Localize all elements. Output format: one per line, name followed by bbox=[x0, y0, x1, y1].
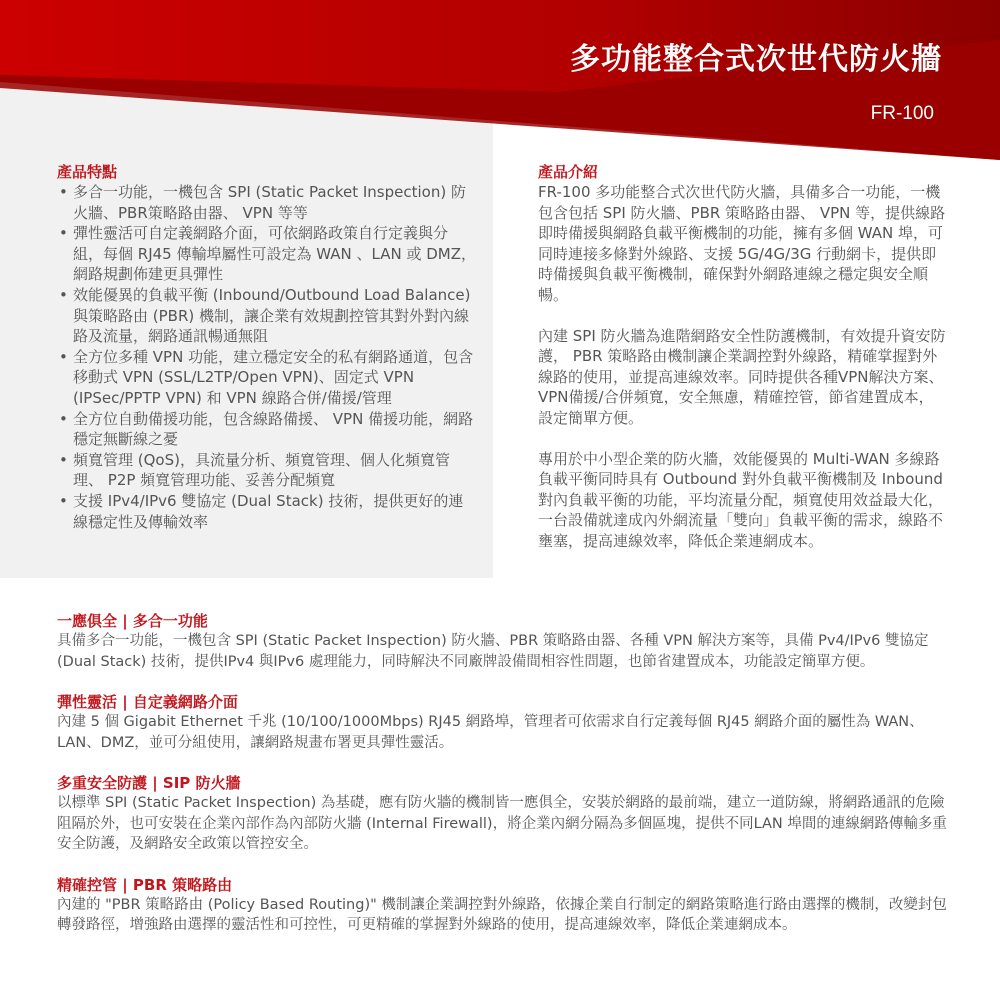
features-list bbox=[57, 182, 477, 532]
feature-item: • 多合一功能，一機包含 SPI (Static Packet Inspection) 防火牆、PBR策略路由器、 VPN 等等 bbox=[57, 182, 477, 223]
feature-details bbox=[57, 611, 952, 956]
intro-paragraph: 內建 SPI 防火牆為進階網路安全性防護機制，有效提升資安防護， PBR 策略路由機制讓企業調控對外線路，精確掌握對外線路的使用，並提高連線效率。同時提供各種VPN解決方案、VPN備援/合併頻寬，安全無慮，精確控管，節省建置成本，設定簡單方便。 bbox=[538, 326, 946, 427]
section-heading: 一應俱全 | 多合一功能 bbox=[57, 612, 208, 630]
section-body: 內建的 "PBR 策略路由 (Policy Based Routing)" 機制讓企業調控對外線路，依據企業自行制定的網路策略進行路由選擇的機制，改變封包轉發路徑，增強路由選擇的靈活性和可控性，可更精確的掌握對外線路的使用，提高連線效率，降低企業連網成本。 bbox=[57, 896, 947, 933]
feature-item: • 全方位自動備援功能，包含線路備援、 VPN 備援功能，網路穩定無斷線之憂 bbox=[57, 409, 477, 450]
feature-item: • 支援 IPv4/IPv6 雙協定 (Dual Stack) 技術，提供更好的連線穩定性及傳輸效率 bbox=[57, 491, 477, 532]
section-all-in-one bbox=[57, 611, 952, 672]
section-body: 以標準 SPI (Static Packet Inspection) 為基礎，應有防火牆的機制皆一應俱全，安裝於網路的最前端，建立一道防線，將網路通訊的危險阻隔於外，也可安裝在企業內部作為內部防火牆 (Internal Firewall)，將企業內網分隔為多個區塊，提供不同LAN 埠間的連線網路傳輸多重安全防護，及網路安全政策以管控安全。 bbox=[57, 795, 947, 852]
header-banner bbox=[0, 0, 1000, 160]
feature-item: • 效能優異的負載平衡 (Inbound/Outbound Load Balance) 與策略路由 (PBR) 機制，讓企業有效規劃控管其對外對內線路及流量，網路通訊暢通無阻 bbox=[57, 285, 477, 347]
section-pbr-routing bbox=[57, 875, 952, 936]
features-heading: 產品特點 bbox=[57, 163, 118, 181]
model-number: FR-100 bbox=[870, 103, 934, 124]
section-body: 具備多合一功能，一機包含 SPI (Static Packet Inspection) 防火牆、PBR 策略路由器、各種 VPN 解決方案等，具備 Pv4/IPv6 雙協定 (Dual Stack) 技術，提供IPv4 與IPv6 處理能力，同時解決不同廠牌設備間相容性問題，也節省建置成本，功能設定簡單方便。 bbox=[57, 633, 929, 670]
section-heading: 精確控管 | PBR 策略路由 bbox=[57, 875, 233, 894]
product-features bbox=[57, 162, 477, 532]
intro-paragraph: 專用於中小型企業的防火牆，效能優異的 Multi-WAN 多線路負載平衡同時具有 Outbound 對外負載平衡機制及 Inbound 對內負載平衡的功能，平均流量分配，頻寬使用效益最大化，一台設備就達成內外網流量「雙向」負載平衡的需求，線路不壅塞，提高連線效率，降低企業連網成本。 bbox=[538, 449, 944, 550]
intro-paragraph: FR-100 多功能整合式次世代防火牆，具備多合一功能，一機包含包括 SPI 防火牆、PBR 策略路由器、 VPN 等，提供線路即時備援與網路負載平衡機制的功能，擁有多個 WAN 埠，可同時連接多條對外線路、支援 5G/4G/3G 行動網卡，提供即時備援與負載平衡機制，確保對外網路連線之穩定與安全順暢。 bbox=[538, 183, 946, 304]
section-security bbox=[57, 773, 952, 855]
intro-heading: 產品介紹 bbox=[538, 163, 599, 181]
feature-item: • 頻寬管理 (QoS)，具流量分析、頻寬管理、個人化頻寬管理、 P2P 頻寬管理功能、妥善分配頻寬 bbox=[57, 450, 477, 491]
feature-item: • 彈性靈活可自定義網路介面，可依網路政策自行定義與分組，每個 RJ45 傳輸埠屬性可設定為 WAN 、LAN 或 DMZ，網路規劃佈建更具彈性 bbox=[57, 223, 477, 285]
feature-item: • 全方位多種 VPN 功能，建立穩定安全的私有網路通道，包含移動式 VPN (SSL/L2TP/Open VPN)、固定式 VPN (IPSec/PPTP VPN) 和 VPN 線路合併/備援/管理 bbox=[57, 347, 477, 409]
section-heading: 彈性靈活 | 自定義網路介面 bbox=[57, 693, 238, 711]
section-heading: 多重安全防護 | SIP 防火牆 bbox=[57, 774, 241, 792]
section-flexible-interface bbox=[57, 692, 952, 753]
page-title: 多功能整合式次世代防火牆 bbox=[570, 42, 942, 77]
product-introduction bbox=[538, 162, 948, 572]
section-body: 內建 5 個 Gigabit Ethernet 千兆 (10/100/1000Mbps) RJ45 網路埠，管理者可依需求自行定義每個 RJ45 網路介面的屬性為 WAN、LAN、DMZ，並可分組使用，讓網路規畫布署更具彈性靈活。 bbox=[57, 714, 924, 751]
